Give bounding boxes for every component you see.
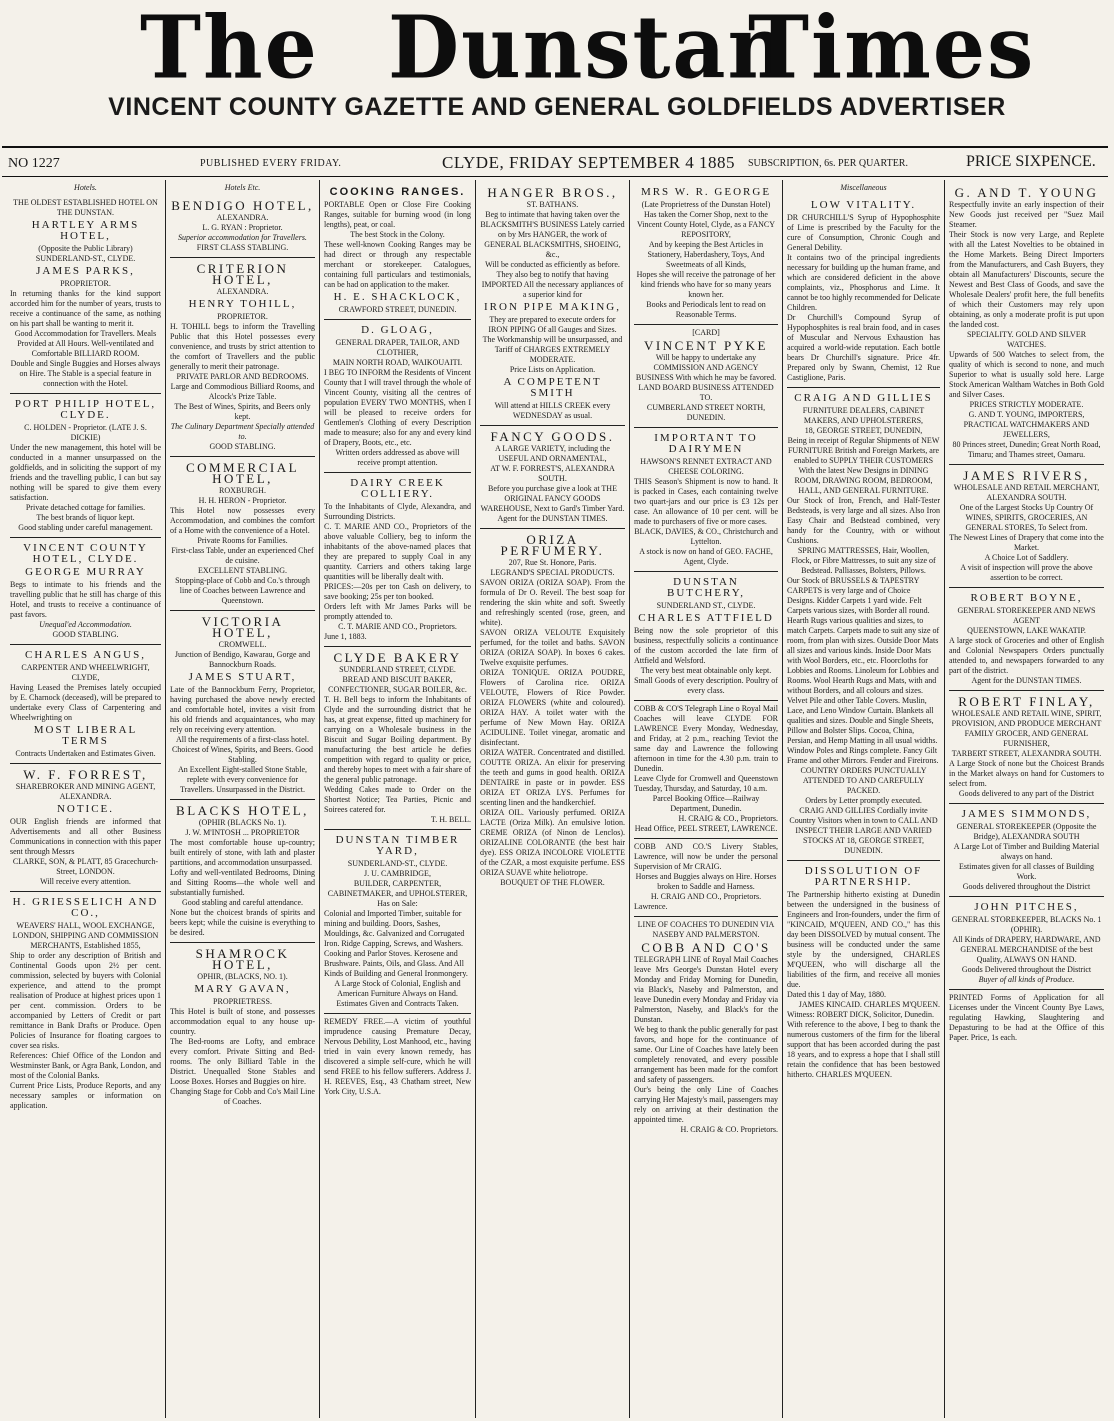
ad-title: HARTLEY ARMS HOTEL, — [31, 219, 140, 242]
ad-body: CRAIG AND GILLIES Cordially invite Country Visitors when in town to CALL AND INSPECT THEIR LARGE AND VARIED STOCKS AT 18, GEORGE STREET, DUNEDIN. — [789, 806, 938, 855]
ad-body: It contains two of the principal ingredients necessary for building up the human frame, and which are considered deficient in the above complaints, viz., Phosphorus and Lime. It cannot be too highly recommended for Delicate Children. — [787, 253, 940, 312]
ad-body: Unequal'ed Accommodation. — [39, 620, 132, 629]
ad-body: Ship to order any description of British and Continental Goods upon 2½ per cent. commission, selected by buyers with Colonial experience, and attend to the prompt realisation of Produce at highest prices upon 1 per cent. commission. Orders to be accompanied by Letters of Credit or part remittance in Bank Drafts or Produce. Open Policies of Insurance for floating cargoes to cover sea risks. — [10, 951, 161, 1050]
ad-subtitle: GENERAL DRAPER, TAILOR, AND CLOTHIER, — [335, 338, 460, 357]
ad-body: FIRST CLASS STABLING. — [196, 243, 289, 252]
ad-title: CRAIG AND GILLIES — [794, 392, 933, 404]
ad-body: We beg to thank the public generally for past favors, and hope for the continuance of same. Our Line of Coaches have lately been completely renovated, and every possible arrangement has been made for the comfort and safety of passengers. — [634, 1025, 778, 1084]
ad-body: Having Leased the Premises lately occupied by E. Charnock (deceased), will be prepared to undertake every Class of Carpentering and Wheelwrighting on — [10, 683, 161, 722]
ad-subtitle: HAWSON'S RENNET EXTRACT AND CHEESE COLORING. — [640, 457, 772, 476]
ad-role: PROPRIETOR. — [60, 279, 111, 288]
ad-title: ROBERT BOYNE, — [970, 592, 1083, 604]
ad-body: Leave Clyde for Cromwell and Queenstown Tuesday, Thursday, and Saturday, 10 a.m. — [634, 774, 778, 793]
ad-body: Contracts Undertaken and Estimates Given. — [15, 749, 156, 758]
ad-body: Hopes she will receive the patronage of her kind friends who have for so many years known her. — [636, 270, 776, 299]
ad-address: TARBERT STREET, ALEXANDRA SOUTH. — [951, 749, 1102, 758]
masthead-subtitle: VINCENT COUNTY GAZETTE AND GENERAL GOLDFIELDS ADVERTISER — [108, 93, 1006, 121]
ad-title: CHARLES ANGUS, — [25, 649, 146, 661]
ad-body: The most comfortable house up-country; built entirely of stone, with lath and plaster partitions, and accommodation unsurpassed. — [170, 838, 315, 867]
ad-body: OUR English friends are informed that Advertisements and all other Business Communications in connection with this paper sent through Messrs — [10, 817, 161, 856]
ad-oriza-perfumery — [480, 529, 625, 892]
ad-body: Goods Delivered throughout the District — [961, 965, 1092, 974]
ad-body: TELEGRAPH LINE of Royal Mail Coaches leave Mrs George's Dunstan Hotel every Monday and Friday Morning for Dunedin, via Black's, Naseby and Palmerston, and leave Dunedin every Monday and Friday via Palmerston, Naseby, and Black's for the Dunstan. — [634, 955, 778, 1024]
ad-name: C. T. MARIE AND CO., Proprietors. — [338, 622, 457, 631]
ad-title: IMPORTANT TO DAIRYMEN — [654, 432, 758, 455]
ad-hanger-bros — [480, 182, 625, 426]
column-3 — [319, 180, 475, 1418]
ad-name: BLACK, DAVIES, & CO., Christchurch and Lyttelton. — [634, 527, 778, 546]
ad-name: MARY GAVAN, — [194, 983, 291, 995]
ad-cooking-ranges — [324, 182, 471, 320]
ad-body: SPECIALITY. GOLD AND SILVER WATCHES. — [966, 330, 1087, 349]
ad-title: JAMES RIVERS, — [963, 468, 1090, 483]
ad-place: ALEXANDRA. — [216, 287, 269, 296]
ad-body: Being now the sole proprietor of this business, respectfully solicits a continuance of the custom accorded the late firm of Attfield and Welsford. — [634, 626, 778, 665]
ad-body: Double and Single Buggies and Horses always on Hire. The Stable is a special feature in connection with the Hotel. — [10, 359, 161, 388]
ad-remedy-free — [324, 1014, 471, 1101]
ad-name: GEORGE MURRAY — [25, 566, 146, 578]
ad-subtitle: LEGRAND'S SPECIAL PRODUCTS. — [490, 568, 615, 577]
ad-charles-angus — [10, 645, 161, 764]
ad-body: References: Chief Office of the London and Westminster Bank, or Agra Bank, London, and most of the Colonial Banks. — [10, 1051, 161, 1080]
ad-port-philip — [10, 394, 161, 538]
ad-body: In returning thanks for the kind support accorded him for the number of years, trusts to receive a continuance of the same, as nothing on his part shall be wanting to merit it. — [10, 289, 161, 328]
ad-subtitle: GENERAL STOREKEEPER AND NEWS AGENT — [957, 606, 1096, 625]
issue-price: PRICE SIXPENCE. — [966, 153, 1096, 170]
ad-body: Will receive every attention. — [40, 877, 131, 886]
section-label: Miscellaneous — [840, 183, 887, 192]
ad-body: The Best of Wines, Spirits, and Beers only kept. — [174, 402, 311, 421]
ad-body: The Workmanship will be unsurpassed, and Tariff of CHARGES EXTREMELY MODERATE. — [482, 335, 623, 364]
ad-place: ROXBURGH. — [219, 486, 266, 495]
ad-body: This Hotel is built of stone, and possesses accommodation equal to any house up-country. — [170, 1007, 315, 1036]
ad-body: Changing Stage for Cobb and Co's Mail Line of Coaches. — [170, 1087, 315, 1106]
ad-body: These well-known Cooking Ranges may be had direct or through any respectable merchant or storekeeper. Catalogues, containing full particulars and testimonials, can be had on application to the maker. — [324, 240, 471, 289]
ad-body: Written orders addressed as above will receive prompt attention. — [335, 448, 460, 467]
ad-body: T. H. Bell begs to inform the Inhabitants of Clyde and the surrounding district that he has, at great expense, fitted up machinery for carrying on a Wholesale business in the Biscuit and Sugar Boiling department. By manufacturing the best article he defies competition with regard to quality or price, and thereby hopes to meet with a fair share of the general public patronage. — [324, 695, 471, 784]
ad-title: BLACKS HOTEL, — [176, 803, 309, 818]
ad-address: CUMBERLAND STREET NORTH, DUNEDIN. — [646, 403, 766, 422]
ad-body: Lofty and well-ventilated Bedrooms, Dining and Sitting Rooms—the whole well and substantially furnished. — [170, 868, 315, 897]
ad-body: Orders left with Mr James Parks will be promptly attended to. — [324, 602, 471, 621]
ad-body: CLARKE, SON, & PLATT, 85 Gracechurch-Street, LONDON. — [12, 857, 159, 876]
ad-body: They also beg to notify that having IMPORTED All the necessary appliances of a superior kind for — [481, 270, 624, 299]
dateline — [0, 152, 1114, 174]
ad-body: IRON PIPE MAKING, — [484, 301, 621, 313]
ad-mrs-george — [634, 182, 778, 325]
ad-robert-boyne — [949, 588, 1104, 691]
ad-craig-and-gillies — [787, 388, 940, 861]
ad-body: PRIVATE PARLOR AND BEDROOMS. Large and Commodious Billiard Rooms, and Alcock's Prize Table. — [170, 372, 315, 401]
ad-title: ROBERT FINLAY, — [958, 694, 1095, 709]
column-2 — [165, 180, 319, 1418]
ad-body: Respectfully invite an early inspection of their New Goods just received per "Suez Mail Steamer. — [949, 200, 1104, 229]
ad-body: Under the new management, this hotel will be conducted in a manner unsurpassed on the goldfields, and in soliciting the support of my friends and the travelling public, I can but say nothing will be spared to give them every satisfaction. — [10, 443, 161, 502]
ad-heading: COBB AND CO'S — [641, 940, 771, 955]
ad-body: Good stabling and careful attendance. — [181, 898, 304, 907]
ad-forrest-sharebroker — [10, 764, 161, 892]
ad-vincent-county-hotel — [10, 538, 161, 645]
ad-body: The Newest Lines of Drapery that come into the Market. — [949, 533, 1104, 552]
ad-body: Current Price Lists, Produce Reports, and any necessary samples or information on application. — [10, 1081, 161, 1110]
title-word-2: Dunstan — [388, 0, 790, 99]
title-word-1: The — [140, 0, 319, 99]
ad-body: PRINTED Forms of Application for all Licenses under the Vincent County Bye Laws, regulating Hawking, Slaughtering and Depasturing to be had at the Office of this Paper. Price, 1s each. — [949, 993, 1104, 1042]
ad-title: W. F. FORREST, — [23, 767, 148, 782]
ad-fancy-goods — [480, 426, 625, 529]
ad-body: Price Lists on Application. — [509, 365, 596, 374]
ad-subtitle: (Opposite the Public Library) SUNDERLAND-ST., CLYDE. — [35, 244, 136, 263]
publication-frequency: PUBLISHED EVERY FRIDAY. — [200, 158, 342, 169]
ad-body: The best Stock in the Colony. — [350, 230, 445, 239]
ad-name: J. W. M'INTOSH ... PROPRIETOR — [185, 828, 300, 837]
ad-dunstan-timber-yard — [324, 830, 471, 1014]
ad-low-vitality — [787, 195, 940, 388]
ad-body: The Partnership hitherto existing at Dunedin between the undersigned in the business of Engineers and Iron-founders, under the firm of "KINCAID, M'QUEEN, AND CO.," has this day been DISSOLVED by mutual consent. The business will be conducted under the same style by the undersigned, CHARLES M'QUEEN, who will discharge all the liabilities of the firm, and receive all monies due. — [787, 890, 940, 989]
column-4 — [475, 180, 629, 1418]
ad-title: JAMES SIMMONDS, — [961, 808, 1092, 820]
ad-body: Books and Periodicals lent to read on Reasonable Terms. — [646, 300, 766, 319]
ad-title: SHAMROCK HOTEL, — [195, 946, 290, 972]
ad-body: LAND BOARD BUSINESS ATTENDED TO. — [638, 383, 774, 402]
title-word-3: Times — [748, 0, 1036, 99]
ad-name: J. U. CAMBRIDGE, — [364, 869, 431, 878]
ad-body: SAVON ORIZA VELOUTE Exquisitely perfumed, for the toilet and baths. SAVON ORIZA (ORIZA SOAP). In boxes 6 cakes. Twelve exquisite perfumes. — [480, 628, 625, 667]
ad-griesselich — [10, 892, 161, 1115]
ad-john-pitches — [949, 897, 1104, 990]
ad-body: One of the Largest Stocks Up Country Of WINES, SPIRITS, GROCERIES, AN GENERAL STORES, To Select from. — [959, 503, 1094, 532]
ad-body: I BEG TO INFORM the Residents of Vincent County that I will travel through the whole of Vincent County, visiting all the centres of population EVERY TWO MONTHS, when I will be pleased to receive orders for Gentlemen's Clothing of every Description made to measure; also for any and every kind of Drapery, Boots, etc., etc. — [324, 368, 471, 447]
ad-body: Estimates Given and Contracts Taken. — [336, 999, 459, 1008]
ad-title: G. AND T. YOUNG — [954, 185, 1099, 200]
ad-body: Dated this 1 day of May, 1880. — [787, 990, 887, 999]
ad-role: PROPRIETOR. — [217, 312, 268, 321]
ad-address: 207, Rue St. Honore, Paris. — [508, 558, 597, 567]
ad-body: Agent for the DUNSTAN TIMES. — [971, 676, 1082, 685]
ad-body: Private detached cottage for families. — [25, 503, 146, 512]
ad-body: Goods delivered throughout the District — [962, 882, 1091, 891]
ad-body: Our's being the only Line of Coaches carrying Her Majesty's mail, passengers may rely on arriving at their destination the appointed time. — [634, 1085, 778, 1124]
ad-notice: NOTICE. — [56, 803, 115, 815]
ad-body: Has taken the Corner Shop, next to the Vincent County Hotel, Clyde, as a FANCY REPOSITORY, — [636, 210, 776, 239]
ad-body: A LARGE VARIETY, including the USEFUL AND ORNAMENTAL, — [495, 444, 610, 463]
ad-body: Begs to intimate to his friends and the travelling public that he still has charge of this Hotel, and trusts to receive a continuance of past favors. — [10, 580, 161, 619]
ad-body: Witness: ROBERT DICK, Solicitor, Dunedin. — [787, 1010, 934, 1019]
ad-body: All Kinds of DRAPERY, HARDWARE, AND GENERAL MERCHANDISE of the best Quality, ALWAYS ON HAND. — [952, 935, 1101, 964]
ad-hartley-arms — [10, 195, 161, 394]
ad-subtitle: WHOLESALE AND RETAIL MERCHANT, — [953, 483, 1100, 492]
ad-address: QUEENSTOWN, LAKE WAKATIP. — [967, 626, 1086, 635]
bottom-rule — [2, 176, 1108, 177]
ad-body: Good Accommodation for Travellers. Meals Provided at All Hours. Well-ventilated and Comfortable BILLIARD ROOM. — [14, 329, 157, 358]
columns — [0, 180, 1114, 1421]
ad-body: THIS Season's Shipment is now to hand. It is packed in Cases, each containing twelve two quart-jars and our price is £3 12s per case. An allowance of 10 per cent. will be made to purchasers of five or more cases. — [634, 477, 778, 526]
ad-name: H. E. SHACKLOCK, — [333, 291, 462, 303]
ad-title: DISSOLUTION OF PARTNERSHIP. — [804, 865, 923, 888]
ad-body: This Hotel now possesses every Accommodation, and combines the comfort of a Home with the convenience of a Hotel. — [170, 506, 315, 535]
ad-title: COMMERCIAL HOTEL, — [185, 460, 300, 486]
issue-date: CLYDE, FRIDAY SEPTEMBER 4 1885 — [442, 153, 736, 172]
ad-title: HANGER BROS., — [487, 185, 618, 200]
ad-body: None but the choicest brands of spirits and beers kept; while the cuisine is everything to be desired. — [170, 908, 315, 937]
ad-title: ORIZA PERFUMERY. — [500, 532, 605, 558]
ad-important-to-dairymen — [634, 428, 778, 572]
ad-cobb-livery-stables — [634, 839, 778, 917]
masthead — [0, 0, 1114, 121]
ad-body: A COMPETENT SMITH — [503, 376, 602, 399]
ad-body: Horses and Buggies always on Hire. Horses broken to Saddle and Harness. — [635, 872, 777, 891]
ad-body: GOOD STABLING. — [209, 442, 276, 451]
ad-subtitle: SHAREBROKER AND MINING AGENT, ALEXANDRA. — [15, 782, 156, 801]
ad-body: DR CHURCHILL'S Syrup of Hypophosphite of Lime is prescribed by the Faculty for the cure of Consumption, Chronic Cough and General Debility. — [787, 213, 940, 252]
ad-title: VICTORIA HOTEL, — [201, 614, 284, 640]
ad-body: COBB & CO'S Telegraph Line o Royal Mail Coaches will leave CLYDE FOR LAWRENCE Every Monday, Wednesday, and Friday, at 2 p.m., reaching Teviot the same day and Lawrence the following afternoon in time for the 4.30 p.m. train to Dunedin. — [634, 704, 778, 773]
ad-body: First-class Table, under an experienced Chef de cuisine. — [171, 546, 314, 565]
ad-address: ALEXANDRA SOUTH. — [986, 493, 1067, 502]
column-6 — [782, 180, 944, 1418]
ad-commercial-hotel — [170, 457, 315, 611]
ad-title: VINCENT PYKE — [643, 338, 768, 353]
ad-body: GOOD STABLING. — [52, 630, 119, 639]
ad-name: H. CRAIG & CO., Proprietors. — [678, 814, 778, 823]
ad-date: June 1, 1883. — [324, 632, 367, 641]
ad-body: PORTABLE Open or Close Fire Cooking Ranges, suitable for burning wood (in long lengths), peat, or coal. — [324, 200, 471, 229]
ad-body: They are prepared to execute orders for IRON PIPING Of all Gauges and Sizes. — [488, 315, 617, 334]
ad-dunstan-butchery — [634, 572, 778, 701]
ad-body: ORIZA WATER. Concentrated and distilled. COUTTE ORIZA. An elixir for preserving the teeth and gums in good health. ORIZA DENTAIRE in paste or in powder. ESS ORIZA ET ORIZA LYS. Perfumes for scenting linen and the handkerchief. — [480, 748, 625, 807]
ad-place: ALEXANDRA. — [216, 213, 269, 222]
ad-title: H. GRIESSELICH AND CO., — [12, 896, 159, 919]
ad-body: Goods delivered to any part of the District — [958, 789, 1095, 798]
ad-dairy-creek-colliery — [324, 473, 471, 647]
ad-body: REMEDY FREE.—A victim of youthful imprudence causing Premature Decay, Nervous Debility, Lost Manhood, etc., having tried in vain every known remedy, has discovered a simple self-cure, which he will send FREE to his fellow sufferers. Address J. H. REEVES, Esq., 43 Chatham street, New York City, U.S.A. — [324, 1017, 471, 1096]
ad-address: SUNDERLAND-ST., CLYDE. — [347, 859, 448, 868]
ad-g-and-t-young — [949, 182, 1104, 465]
ad-body: Small Goods of every description. Poultry of every class. — [634, 676, 778, 695]
ad-cobb-telegraph-line — [634, 701, 778, 839]
ad-body: The very best meat obtainable only kept. — [640, 666, 772, 675]
ad-title: BENDIGO HOTEL, — [171, 198, 314, 213]
ad-body: Their Stock is now very Large, and Replete with all the Latest Novelties to be obtained in the Home Markets. Being Direct Importers from the Manufacturers, and Cash Buyers, they obtain all Manufacturers' Discounts, secure the Newest and Best Class of Goods, and save the Wholesale Dealers' profit here, the full benefits of which their Customers may rely upon obtaining, as only a moderate profit is put upon the landed cost. — [949, 230, 1104, 329]
ad-body: Wedding Cakes made to Order on the Shortest Notice; Tea Parties, Picnic and Soirees catered for. — [324, 785, 471, 814]
ad-address: CRAWFORD STREET, DUNEDIN. — [338, 305, 457, 314]
ad-name: JAMES STUART, — [188, 671, 297, 683]
ad-name: JAMES PARKS, — [36, 265, 135, 277]
ad-body: Agent for the DUNSTAN TIMES. — [497, 514, 608, 523]
ad-name: H. H. HERON - Proprietor. — [198, 496, 287, 505]
ad-name: HENRY TOHILL, — [188, 298, 297, 310]
ad-address: SUNDERLAND ST., CLYDE. — [656, 601, 756, 610]
ad-printed-forms — [949, 990, 1104, 1047]
ad-robert-finlay — [949, 691, 1104, 804]
ad-body: C. T. MARIE AND CO., Proprietors of the above valuable Colliery, beg to inform the inhabitants of the above-named places that they are prepared to supply Coal in any quantity. Carriers and others taking large quantities will be liberally dealt with. — [324, 522, 471, 581]
ad-blacks-hotel — [170, 800, 315, 943]
ad-body: A Large Stock of none but the Choicest Brands in the Market always on hand for Customers to select from. — [949, 759, 1104, 788]
ad-body: EXCELLENT STABLING. — [198, 566, 287, 575]
ad-body: Junction of Bendigo, Kawarau, Gorge and Bannockburn Roads. — [174, 650, 311, 669]
section-label: Hotels. — [74, 183, 97, 192]
ad-criterion-hotel — [170, 258, 315, 457]
ad-name: H. CRAIG & CO. Proprietors. — [680, 1125, 778, 1134]
ad-role: PROPRIETRESS. — [213, 997, 272, 1006]
ad-body: COUNTRY ORDERS PUNCTUALLY ATTENDED TO AND CAREFULLY PACKED. — [800, 766, 927, 795]
ad-body: Our Stock of Iron, French, and Half-Tester Bedsteads, is very large and all sizes. Also Iron Easy Chair and Bedstead combined, very handy for the Country, with or without Cushions. — [787, 496, 940, 545]
ad-gloag — [324, 320, 471, 473]
ad-body: Our Stock of BRUSSELS & TAPESTRY CARPETS is very large and of Choice Designs. Kidder Carpets 1 yard wide. Felt Carpets various sizes, with Border all round. Hearth Rugs various qualities and sizes, to match Carpets. Carpets made to suit any size of room, from plan with sizes. Outside Door Mats all sizes and various kinds. Inside Door Mats with Wool Borders, etc., etc. Floorcloths for Lobbies and Rooms. Linoleum for Lobbies and Rooms. Wool Hearth Rugs and Mats, with and without Borders, and all colours and sizes. Velvet Pile and other Table Covers. Muslin, Lace, and Leno Window Curtain. Blankets all qualities and sizes. Double and Single Sheets, Pillow and Bolster Slips. Cocoa, China, Persian, and Hemp Matting in all usual widths. Window Poles and Rings complete. Fancy Gilt Frame and other Mirrors. Fender and Fireirons. — [787, 576, 940, 765]
ad-body: And by keeping the Best Articles in Stationery, Haberdashery, Toys, And Sweetmeats of all Kinds, — [647, 240, 765, 269]
ad-subtitle: BUILDER, CARPENTER, CABINETMAKER, and UPHOLSTERER, Has on Sale: — [327, 879, 468, 908]
ad-body: Will be conducted as efficiently as before. — [485, 260, 620, 269]
ad-body: A Large Lot of Timber and Building Material always on hand. — [953, 842, 1100, 861]
ad-bendigo-hotel — [170, 195, 315, 258]
ad-title: JOHN PITCHES, — [974, 901, 1079, 913]
ad-body: SPRING MATTRESSES, Hair, Woollen, Flock, or Fibre Mattresses, to suit any size of Bedstead. Palliasses, Bolsters, Pillows. — [791, 546, 936, 575]
ad-body: A stock is now on hand of GEO. FACHE, Agent, Clyde. — [639, 547, 773, 566]
ad-body: Good stabling under careful management. — [18, 523, 153, 532]
ad-body: The Bed-rooms are Lofty, and embrace every comfort. Private Sitting and Bed-rooms. The only Billiard Table in the District. Unequalled Stone Stables and Loose Boxes. Horses and Buggies on hire. — [170, 1037, 315, 1086]
ad-body: PRICES:—20s per ton Cash on delivery, to save booking; 25s per ton booked. — [324, 582, 471, 601]
ad-body: With reference to the above, I beg to thank the numerous customers of the firm for the liberal support that has been accorded during the past 18 years, and to express a hope that I shall still retain the confidence that has been bestowed hitherto. CHARLES M'QUEEN. — [787, 1020, 940, 1079]
ad-subtitle: CARPENTER AND WHEELWRIGHT, CLYDE, — [21, 663, 150, 682]
ad-body: To the Inhabitants of Clyde, Alexandra, and Surrounding Districts. — [324, 502, 471, 521]
ad-body: Orders by Letter promptly executed. — [805, 796, 922, 805]
issue-number: NO 1227 — [8, 156, 60, 171]
column-1 — [6, 180, 165, 1418]
column-7 — [944, 180, 1108, 1418]
ad-subtitle: FURNITURE DEALERS, CABINET MAKERS, AND UPHOLSTERERS, — [802, 406, 925, 425]
ad-body: Superior accommodation for Travellers. — [178, 233, 307, 242]
ad-body: GENERAL BLACKSMITHS, SHOEING, &c., — [484, 240, 621, 259]
ad-subtitle: GENERAL STOREKEEPER (Opposite the Bridge), ALEXANDRA SOUTH — [956, 822, 1097, 841]
ad-victoria-hotel — [170, 611, 315, 800]
ad-name: H. CRAIG AND CO., Proprietors. — [650, 892, 762, 901]
ad-body: A large stock of Groceries and other of English and Colonial Newspapers Orders punctually attended to, and newspapers forwarded to any part of the district. — [949, 636, 1104, 675]
ad-body: The Culinary Department Specially attended to. — [170, 422, 315, 441]
ad-address: 80 Princes street, Dunedin; Great North Road, Timaru; and Thames street, Oamaru. — [952, 440, 1101, 459]
ad-subtitle: WHOLESALE AND RETAIL WINE, SPIRIT, PROVISION, AND PRODUCE MERCHANT FAMILY GROCER, AND GENERAL FURNISHER, — [951, 709, 1102, 748]
ad-body: SAVON ORIZA (ORIZA SOAP). From the formula of Dr O. Reveil. The best soap for rendering the skin white and soft. Sweetly and refreshingly scented (rose, green, and white). — [480, 578, 625, 627]
ad-address: MAIN NORTH ROAD, WAIKOUAITI. — [332, 358, 463, 367]
ad-body: A Choice Lot of Saddlery. — [984, 553, 1069, 562]
ad-subtitle: GENERAL STOREKEEPER, BLACKS No. 1 (OPHIR). — [951, 915, 1102, 934]
ad-title: DUNSTAN TIMBER YARD, — [335, 834, 460, 857]
section-label: Hotels Etc. — [224, 183, 261, 192]
ad-body: Upwards of 500 Watches to select from, the quality of which is second to none, and much Superior to what is usually sold here. Large Stock American Waltham Watches in Both Gold and Silver Cases. — [949, 350, 1104, 399]
ad-body: Parcel Booking Office—Railway Department, Dunedin. — [652, 794, 760, 813]
ad-address: ST. BATHANS. — [526, 200, 579, 209]
ad-address: 18, GEORGE STREET, DUNEDIN, — [804, 426, 923, 435]
ad-name: C. HOLDEN - Proprietor. (LATE J. S. DICKIE) — [24, 423, 147, 442]
ad-dissolution-of-partnership — [787, 861, 940, 1084]
ad-title: DAIRY CREEK COLLIERY. — [350, 477, 445, 500]
subscription-price: SUBSCRIPTION, 6s. PER QUARTER. — [748, 158, 908, 169]
ad-clyde-bakery — [324, 647, 471, 830]
ad-shamrock-hotel — [170, 943, 315, 1111]
ad-coaches-to-dunedin — [634, 917, 778, 1139]
ad-name: T. H. BELL. — [430, 815, 471, 824]
ad-name: G. AND T. YOUNG, IMPORTERS, PRACTICAL WATCHMAKERS AND JEWELLERS, — [963, 410, 1090, 439]
ad-title: PORT PHILIP HOTEL, CLYDE. — [14, 398, 157, 421]
ad-title: FANCY GOODS. — [490, 429, 615, 444]
ad-name: CHARLES ATTFIELD — [638, 612, 774, 624]
ad-body: Colonial and Imported Timber, suitable for mining and building. Doors, Sashes, Mouldings, &c. Galvanized and Corrugated Iron. Ridge Capping, Screws, and Washers. Cooking and Parlor Stoves. Kerosene and Brushware. Paints, Oils, and Glass. And All Kinds of Building and General Ironmongery. — [324, 909, 468, 978]
ad-james-simmonds — [949, 804, 1104, 897]
ad-title: VINCENT COUNTY HOTEL, CLYDE. — [23, 542, 148, 565]
ad-title: COOKING RANGES. — [329, 186, 466, 198]
ad-body: PRICES STRICTLY MODERATE. — [969, 400, 1084, 409]
ad-place: OPHIR, (BLACKS, NO. 1). — [197, 972, 288, 981]
ad-body: Beg to intimate that having taken over the BLACKSMITH'S BUSINESS Lately carried on by Mrs HANGER, the work of — [480, 210, 625, 239]
ad-body: Late of the Bannockburn Ferry, Proprietor, having purchased the above newly erected and comfortable hotel, invites a visit from his old friends and acquaintances, who may rely on receiving every attention. — [170, 685, 315, 734]
ad-body: Before you purchase give a look at THE ORIGINAL FANCY GOODS WAREHOUSE, Next to Gard's Timber Yard. — [480, 484, 625, 513]
ad-place: (OPHIR (BLACKS No. 1). — [198, 818, 287, 827]
ad-heading: THE OLDEST ESTABLISHED HOTEL ON THE DUNSTAN. — [13, 198, 158, 217]
ad-body: An Excellent Eight-stalled Stone Stable, replete with every convenience for Travellers. Unsurpassed in the District. — [177, 765, 308, 794]
ad-title: MRS W. R. GEORGE — [640, 186, 772, 198]
ad-body: A visit of inspection will prove the above assertion to be correct. — [960, 563, 1093, 582]
ad-title: LINE OF COACHES TO DUNEDIN VIA NASEBY AND PALMERSTON. — [637, 920, 775, 939]
ad-body: Being in receipt of Regular Shipments of NEW FURNITURE British and Foreign Markets, are enabled to SUPPLY THEIR CUSTOMERS With the latest New Designs in DINING ROOM, DRAWING ROOM, BEDROOM, HALL, AND GENERAL FURNITURE. — [787, 436, 940, 495]
ad-vincent-pyke — [634, 325, 778, 428]
ad-body: Head Office, PEEL STREET, LAWRENCE. — [634, 824, 778, 833]
ad-name: L. G. RYAN : Proprietor. — [202, 223, 283, 232]
ad-body: Choicest of Wines, Spirits, and Beers. Good Stabling. — [171, 745, 314, 764]
ad-james-rivers — [949, 465, 1104, 588]
ad-body: AT W. F. FORREST'S, ALEXANDRA SOUTH. — [490, 464, 615, 483]
ad-body: A Large Stock of Colonial, English and American Furniture Always on Hand. — [334, 979, 461, 998]
ad-title: LOW VITALITY. — [810, 199, 917, 211]
ad-name: JAMES KINCAID. CHARLES M'QUEEN. — [798, 1000, 940, 1009]
column-5 — [629, 180, 782, 1418]
ad-body: The best brands of liquor kept. — [36, 513, 135, 522]
ad-subtitle: (Late Proprietress of the Dunstan Hotel) — [641, 200, 771, 209]
ad-body: Stopping-place of Cobb and Co.'s through line of Coaches between Lawrence and Queenstown. — [175, 576, 310, 605]
ad-body: COBB AND CO.'S Livery Stables, Lawrence, will now be under the personal Supervision of Mr CRAIG. — [634, 842, 778, 871]
ad-body: MOST LIBERAL TERMS — [33, 724, 138, 747]
ad-title: CRITERION HOTEL, — [196, 261, 289, 287]
ad-body: All the requirements of a first-class hotel. — [175, 735, 310, 744]
ad-body: Will attend at HILLS CREEK every WEDNESDAY as usual. — [494, 401, 611, 420]
ad-body: ORIZA OIL. Variously perfumed. ORIZA LACTE (Oriza Milk). An emulsive lotion. CREME ORIZA (of Ninon de Lenclos). ORIZALINE COLORANTE (the best hair dye). ESS ORIZA INCOLORE VIOLETTE of the CZAR, a most exquisite perfume. ESS ORIZA SUAVE white heliotrope. — [480, 808, 625, 877]
ad-body: Estimates given for all classes of Building Work. — [958, 862, 1095, 881]
ad-body: BOUQUET OF THE FLOWER. — [500, 878, 605, 887]
ad-body: H. TOHILL begs to inform the Travelling Public that this Hotel possesses every convenience, and trusts by strict attention to the comfort of Travellers and the public generally to merit their patronage. — [170, 322, 315, 371]
ad-card-label: [CARD] — [692, 328, 720, 337]
ad-subtitle: WEAVERS' HALL, WOOL EXCHANGE, LONDON, SHIPPING AND COMMISSION MERCHANTS, Established 1855, — [12, 921, 159, 950]
ad-body: Buyer of all kinds of Produce. — [978, 975, 1075, 984]
ad-body: Dr Churchill's Compound Syrup of Hypophosphites is real brain food, and in cases of Muscular and Nervous Exhaustion has acquired a world-wide reputation. Each bottle bears Dr Churchill's signature. Price 4fr. Prepared only by Swann, Chemist, 12 Rue Castiglione, Paris. — [787, 313, 940, 382]
ad-address: SUNDERLAND STREET, CLYDE. — [339, 665, 456, 674]
ad-body: Private Rooms for Families. — [197, 536, 288, 545]
ad-place: CROMWELL. — [218, 640, 267, 649]
ad-place: Lawrence. — [634, 902, 668, 911]
top-rule — [2, 146, 1108, 148]
ad-title: D. GLOAG, — [361, 324, 434, 336]
ad-body: ORIZA TONIQUE. ORIZA POUDRE, Flowers of Carolina rice. ORIZA VELOUTE, Flowers of Rice Powder. ORIZA FLOWERS (white and coloured). ORIZA HAY. A toilet water with the perfume of New Mown Hay. ORIZA ACIDULINE. Toilet vinegar, aromatic and disinfectant. — [480, 668, 625, 747]
ad-subtitle: BREAD AND BISCUIT BAKER, CONFECTIONER, SUGAR BOILER, &c. — [328, 675, 467, 694]
ad-title: DUNSTAN BUTCHERY, — [666, 576, 745, 599]
ad-title: CLYDE BAKERY — [333, 650, 462, 665]
ad-body: Will be happy to undertake any COMMISSION AND AGENCY BUSINESS With which he may be favored. — [635, 353, 777, 382]
